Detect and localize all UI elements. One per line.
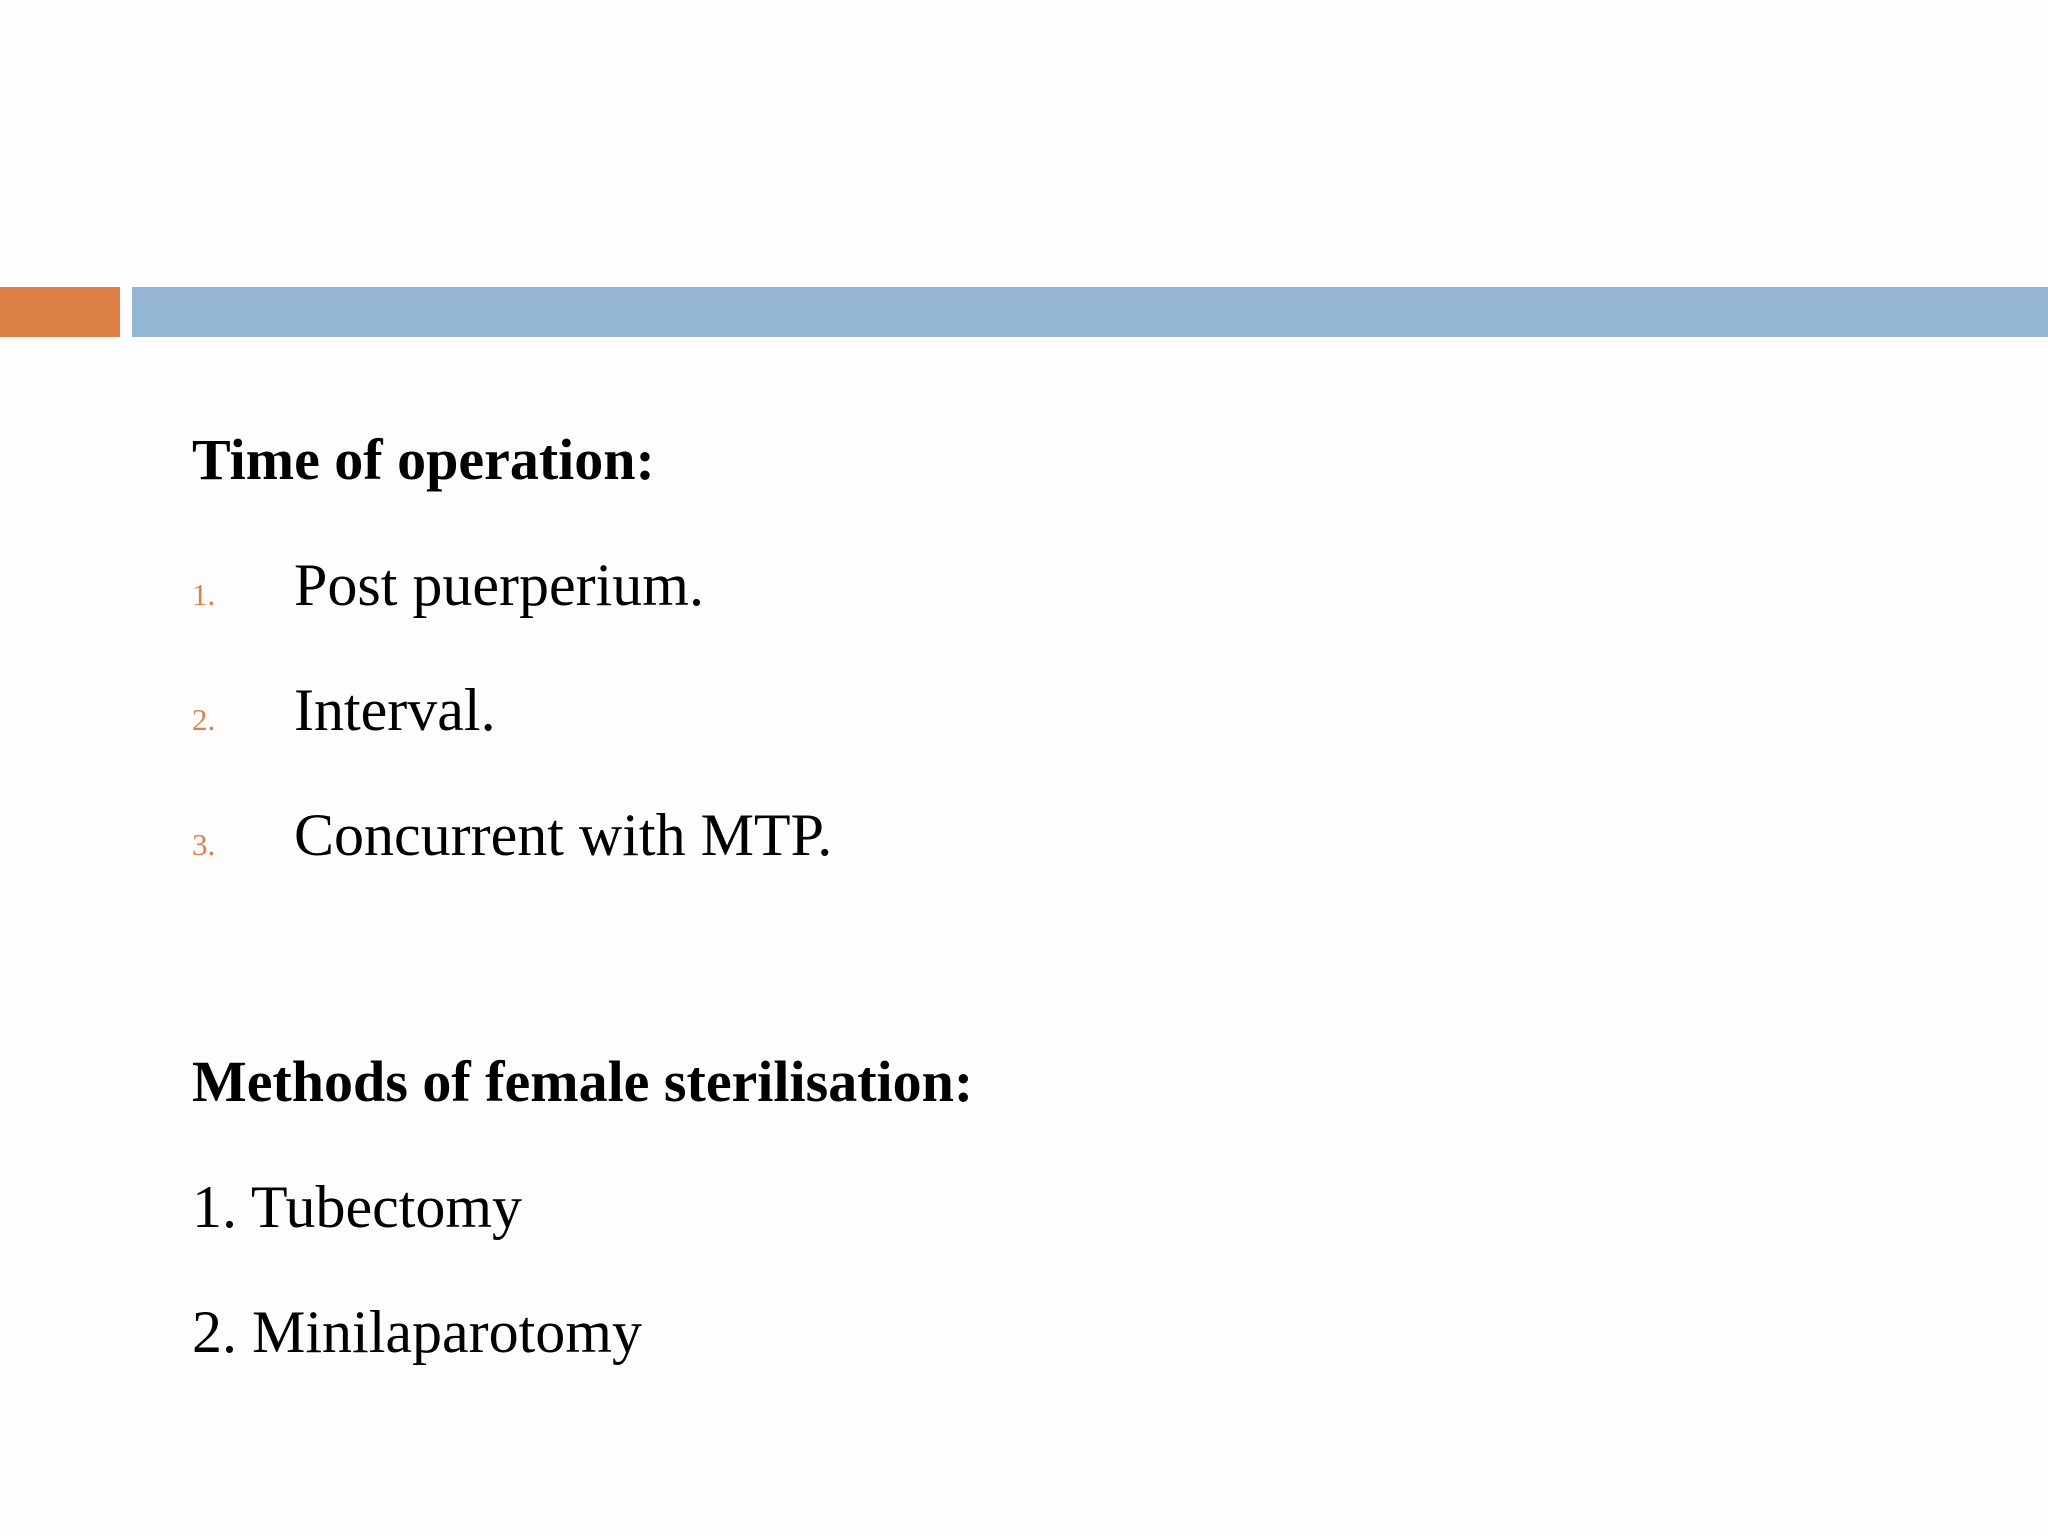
list-item (192, 535, 1892, 660)
accent-bar-blue (132, 287, 2048, 337)
slide-content (192, 410, 1892, 1407)
list-marker: 2. (192, 702, 216, 737)
method-item-minilaparotomy: 2. Minilaparotomy (192, 1299, 642, 1365)
list-item (192, 660, 1892, 785)
list-marker: 3. (192, 827, 216, 862)
list-item-text: Concurrent with MTP. (294, 802, 833, 868)
method-item-tubectomy: 1. Tubectomy (192, 1174, 523, 1240)
list-item (192, 785, 1892, 910)
section-spacer (192, 910, 1892, 1032)
section-heading-methods: Methods of female sterilisation: (192, 1049, 974, 1114)
list-marker: 1. (192, 577, 216, 612)
accent-bar-orange (0, 287, 120, 337)
list-item-text: Interval. (294, 677, 496, 743)
section-heading-time-of-operation: Time of operation: (192, 427, 655, 492)
list-item-text: Post puerperium. (294, 552, 704, 618)
